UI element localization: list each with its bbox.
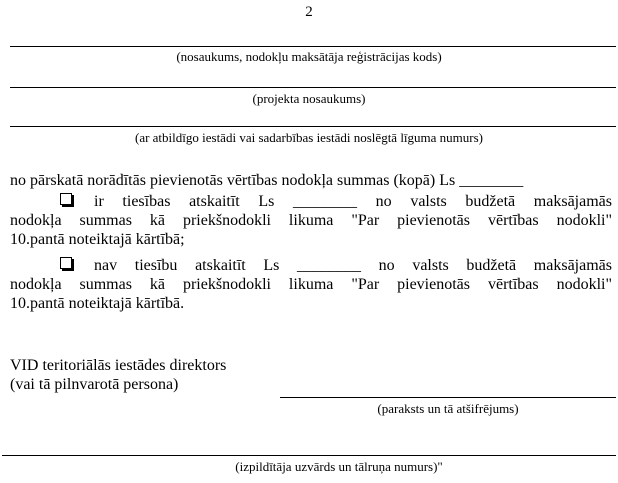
checkbox-icon[interactable] (60, 193, 72, 205)
executor-line (2, 455, 616, 456)
option-deductible-line-1: ir tiesības atskaitīt Ls ________ no valsts budžetā maksājamās (10, 192, 612, 211)
executor-caption: (izpildītāja uzvārds un tālruņa numurs)" (235, 459, 443, 474)
company-name-caption: (nosaukums, nodokļu maksātāja reģistrācijas kods) (176, 49, 442, 64)
contract-number-caption: (ar atbildīgo iestādi vai sadarbības iestādi noslēgtā līguma numurs) (134, 130, 484, 145)
page-number: 2 (305, 4, 313, 20)
company-name-line (10, 46, 616, 47)
signatory-title-line-1: VID teritoriālās iestādes direktors (10, 357, 227, 374)
contract-number-line (10, 126, 616, 127)
option-deductible-line-2: nodokļa summas kā priekšnodokli likuma "Par pievienotās vērtības nodokli" (10, 212, 612, 229)
option-deductible-line-3: 10.pantā noteiktajā kārtībā; (10, 231, 185, 248)
option-deductible (10, 192, 612, 249)
signatory-title (10, 356, 310, 394)
project-name-caption: (projekta nosaukums) (252, 91, 366, 106)
checkbox-icon[interactable] (60, 257, 72, 269)
option-not-deductible-line-3: 10.pantā noteiktajā kārtībā. (10, 295, 185, 312)
option-not-deductible (10, 256, 612, 313)
project-name-line (10, 87, 616, 88)
signature-caption: (paraksts un tā atšifrējums) (377, 401, 519, 416)
option-not-deductible-line-2: nodokļa summas kā priekšnodokli likuma "Par pievienotās vērtības nodokli" (10, 276, 612, 293)
signature-line (280, 397, 616, 398)
option-not-deductible-line-1: nav tiesību atskaitīt Ls ________ no valsts budžetā maksājamās (10, 256, 612, 275)
signatory-title-line-2: (vai tā pilnvarotā persona) (10, 376, 179, 393)
vat-total-line: no pārskatā norādītās pievienotās vērtības nodokļa summas (kopā) Ls ________ (10, 172, 524, 189)
